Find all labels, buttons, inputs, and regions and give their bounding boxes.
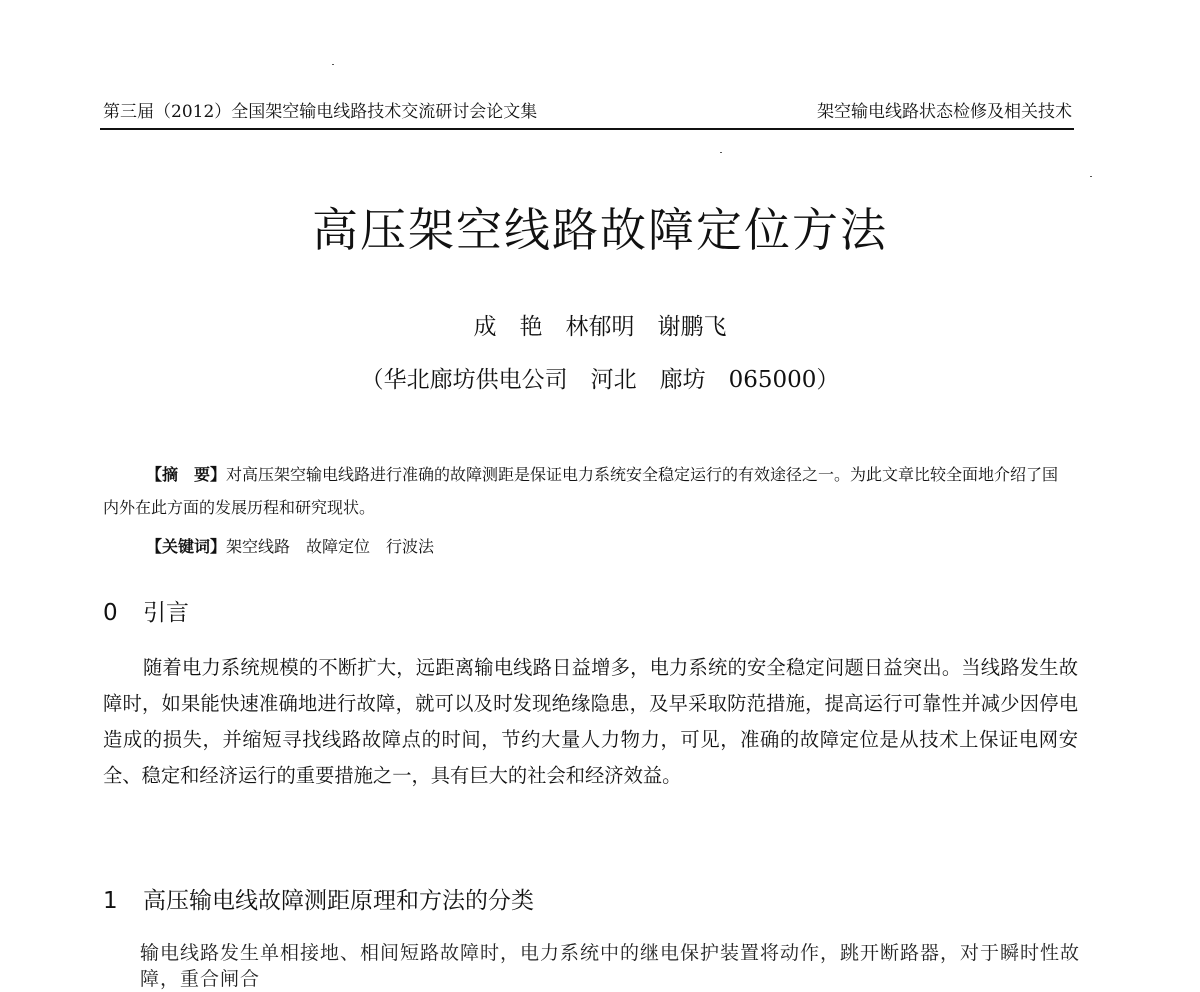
header-proceedings-title: 第三届（2012）全国架空输电线路技术交流研讨会论文集 [103,102,538,122]
scan-speck [1090,176,1092,177]
keywords-block [146,530,450,563]
section-number: 1 [103,888,118,914]
keywords-label: 【关键词】 [146,537,227,556]
abstract-block [103,458,1073,524]
scan-speck [720,152,722,153]
truncated-text-line: 输电线路发生单相接地、相间短路故障时，电力系统中的继电保护装置将动作，跳开断路器，对于瞬时性故障，重合闸合 [140,942,1081,990]
keyword: 行波法 [386,537,435,556]
running-header [100,98,1074,130]
keyword: 架空线路 [226,537,291,556]
author-list: 成 艳 林郁明 谢鹏飞 [473,314,727,340]
abstract-text: 对高压架空输电线路进行准确的故障测距是保证电力系统安全稳定运行的有效途径之一。为此文章比较全面地介绍了国内外在此方面的发展历程和研究现状。 [103,465,1059,517]
abstract-label: 【摘 要】 [146,465,227,484]
section-heading-classification [103,884,534,918]
section-number: 0 [103,600,118,626]
scan-speck [332,64,334,65]
section-heading-introduction [103,596,189,630]
header-section-title: 架空输电线路状态检修及相关技术 [817,102,1072,122]
author-affiliation: （华北廊坊供电公司 河北 廊坊 065000） [360,367,840,393]
section-title: 高压输电线故障测距原理和方法的分类 [143,888,534,914]
introduction-body [103,650,1078,794]
section-title: 引言 [143,600,189,626]
paragraph: 随着电力系统规模的不断扩大，远距离输电线路日益增多，电力系统的安全稳定问题日益突出。当线路发生故障时，如果能快速准确地进行故障，就可以及时发现绝缘隐患，及早采取防范措施，提高运行可靠性并减少因停电造成的损失，并缩短寻找线路故障点的时间，节约大量人力物力，可见，准确的故障定位是从技术上保证电网安全、稳定和经济运行的重要措施之一，具有巨大的社会和经济效益。 [103,656,1078,787]
paper-title: 高压架空线路故障定位方法 [312,203,888,257]
keyword: 故障定位 [306,537,371,556]
